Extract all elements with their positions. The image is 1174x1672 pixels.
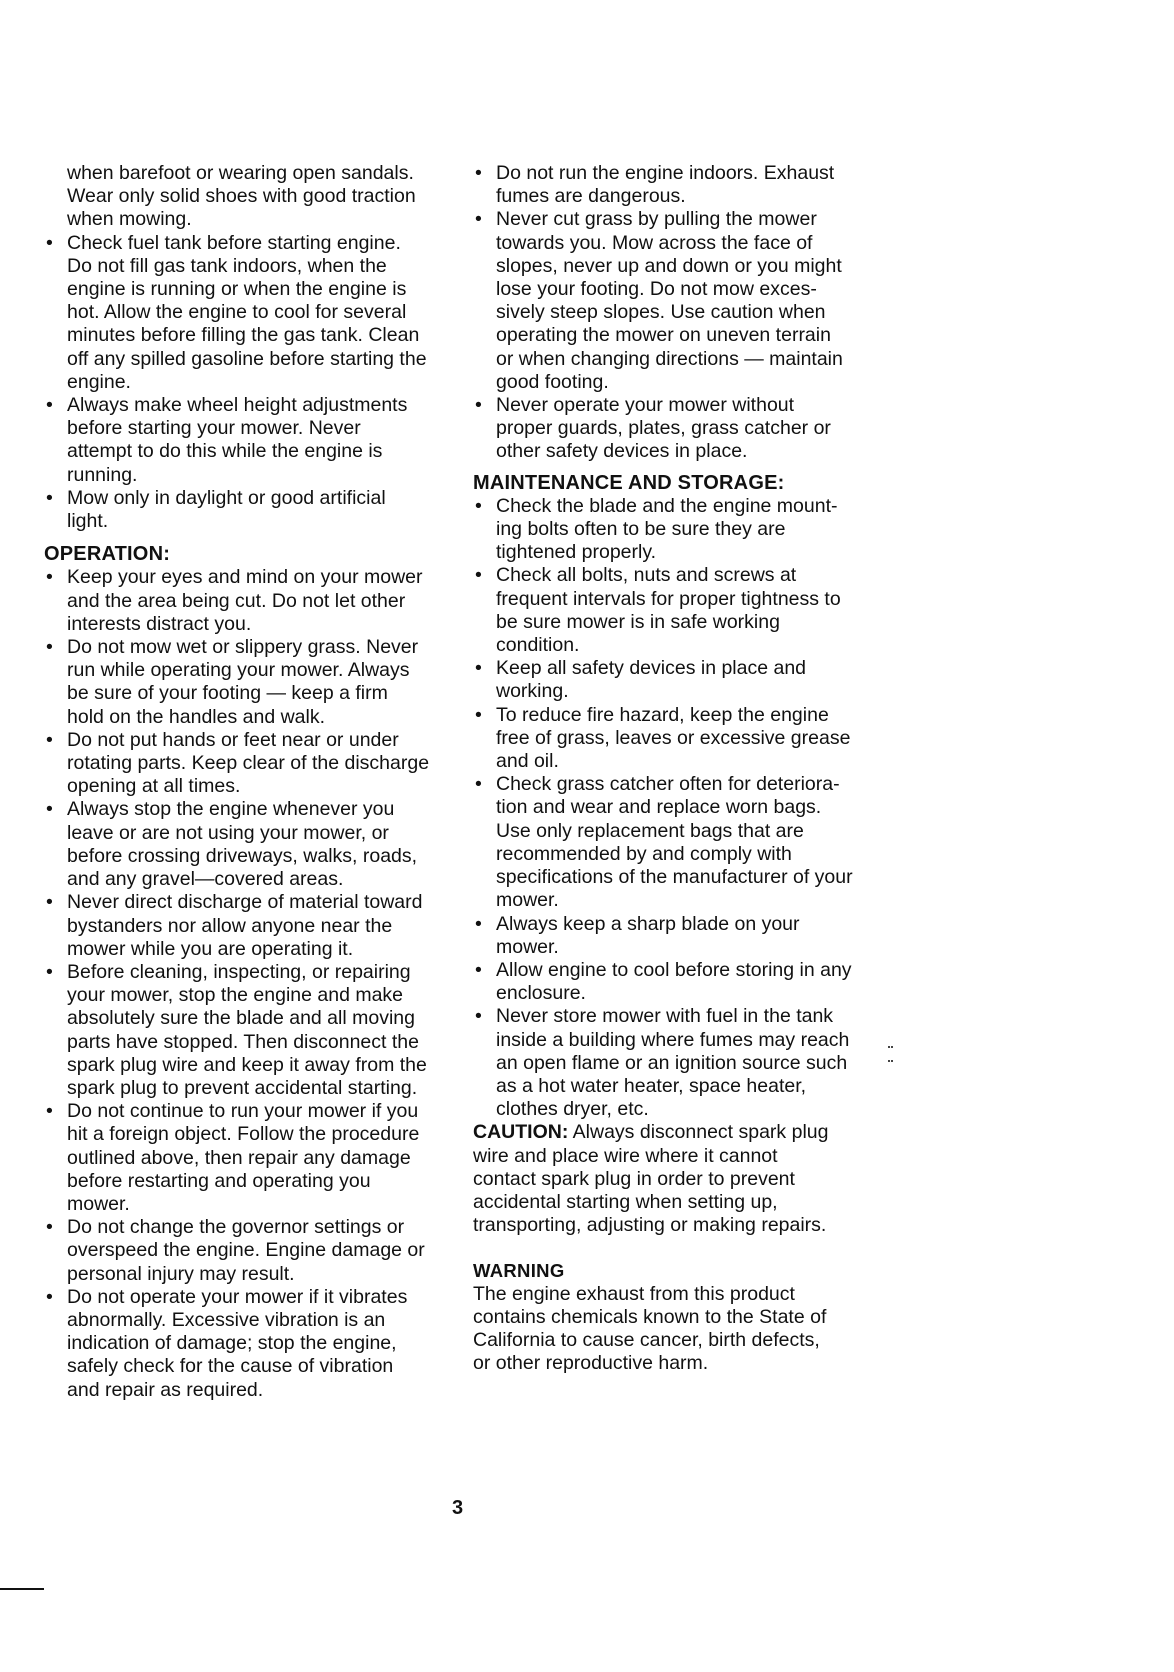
caution-note bbox=[473, 1121, 893, 1237]
list-item-text: Never store mower with fuel in the tank inside a building where fumes may reach an open flame or an ignition source such as a hot water heater, space heater, clothes dryer, etc. bbox=[496, 1005, 850, 1121]
bullet-icon: • bbox=[475, 958, 482, 981]
list-item-text: Do not run the engine indoors. Exhaust fumes are dangerous. bbox=[496, 162, 835, 208]
intro-continuation: when barefoot or wearing open sandals. Wear only solid shoes with good traction when mowing. bbox=[67, 162, 416, 231]
list-item-text: Never direct discharge of material toward bystanders nor allow anyone near the mower while you are operating it. bbox=[67, 891, 423, 960]
bullet-icon: • bbox=[475, 208, 482, 231]
left-column bbox=[44, 162, 454, 1402]
list-item bbox=[473, 162, 893, 208]
list-item-text: Do not mow wet or slippery grass. Never run while operating your mower. Always be sure of your footing — keep a firm hold on the handles and walk. bbox=[67, 636, 419, 728]
bullet-icon: • bbox=[475, 564, 482, 587]
bullet-icon: • bbox=[475, 703, 482, 726]
bullet-icon: • bbox=[46, 394, 53, 417]
list-item bbox=[44, 636, 454, 729]
warning-heading: WARNING bbox=[473, 1260, 565, 1282]
bullet-icon: • bbox=[475, 1005, 482, 1028]
bullet-icon: • bbox=[46, 566, 53, 589]
bullet-icon: • bbox=[475, 394, 482, 417]
margin-mark bbox=[888, 1046, 891, 1062]
bullet-icon: • bbox=[46, 486, 53, 509]
page-number: 3 bbox=[452, 1497, 464, 1519]
maintenance-heading: MAINTENANCE AND STORAGE: bbox=[473, 471, 785, 494]
bullet-icon: • bbox=[475, 494, 482, 517]
bullet-icon: • bbox=[475, 162, 482, 184]
warning-text: The engine exhaust from this product contains chemicals known to the State of California to cause cancer, birth defects, or other reproductive harm. bbox=[473, 1282, 827, 1375]
list-item bbox=[473, 564, 893, 657]
operation-list-continued bbox=[473, 162, 893, 464]
list-item-text: Always make wheel height adjustments before starting your mower. Never attempt to do this while the engine is running. bbox=[67, 394, 408, 486]
caution-label: CAUTION: bbox=[473, 1121, 569, 1144]
list-item bbox=[473, 208, 893, 394]
list-item bbox=[44, 1286, 454, 1402]
bullet-icon: • bbox=[46, 231, 53, 254]
bullet-icon: • bbox=[475, 912, 482, 935]
bullet-icon: • bbox=[475, 773, 482, 796]
bullet-icon: • bbox=[475, 657, 482, 680]
list-item bbox=[44, 566, 454, 636]
general-safety-list bbox=[44, 232, 454, 534]
list-item-text: Check the blade and the engine mount- ing bolts often to be sure they are tightened properly. bbox=[496, 494, 838, 564]
bottom-rule bbox=[0, 1588, 44, 1590]
list-item-text: Check all bolts, nuts and screws at frequent intervals for proper tightness to be sure mower is in safe working condition. bbox=[496, 564, 841, 657]
list-item-text: Do not change the governor settings or overspeed the engine. Engine damage or personal injury may result. bbox=[67, 1216, 425, 1285]
list-item-text: Do not put hands or feet near or under rotating parts. Keep clear of the discharge opening at all times. bbox=[67, 728, 430, 798]
list-item bbox=[44, 891, 454, 961]
list-item-text: Do not operate your mower if it vibrates abnormally. Excessive vibration is an indication of damage; stop the engine, safely check for the cause of vibration and repair as required. bbox=[67, 1285, 408, 1401]
bullet-icon: • bbox=[46, 960, 53, 983]
list-item-text: Never operate your mower without proper guards, plates, grass catcher or other safety devices in place. bbox=[496, 394, 831, 463]
list-item-text: Check fuel tank before starting engine. Do not fill gas tank indoors, when the engine is running or when the engine is hot. Allow the engine to cool for several minutes before filling the gas tank. Clean off any spilled gasoline before starting the engine. bbox=[67, 231, 427, 393]
list-item bbox=[44, 487, 454, 533]
list-item-text: Mow only in daylight or good artificial light. bbox=[67, 486, 386, 533]
bullet-icon: • bbox=[46, 728, 53, 751]
bullet-icon: • bbox=[46, 798, 53, 821]
bullet-icon: • bbox=[46, 636, 53, 659]
caution-text: Always disconnect spark plug wire and place wire where it cannot contact spark plug in order to prevent accidental starting when setting up, transporting, adjusting or making repairs. bbox=[473, 1121, 829, 1237]
list-item bbox=[44, 394, 454, 487]
bullet-icon: • bbox=[46, 1285, 53, 1308]
list-item bbox=[473, 704, 893, 774]
list-item bbox=[44, 798, 454, 891]
list-item-text: Keep all safety devices in place and working. bbox=[496, 657, 807, 703]
operation-heading: OPERATION: bbox=[44, 543, 171, 566]
list-item bbox=[44, 729, 454, 799]
list-item bbox=[473, 913, 893, 959]
list-item bbox=[44, 961, 454, 1100]
list-item bbox=[473, 959, 893, 1005]
list-item bbox=[44, 232, 454, 394]
list-item bbox=[44, 1100, 454, 1216]
list-item-text: To reduce fire hazard, keep the engine free of grass, leaves or excessive grease and oil. bbox=[496, 703, 851, 773]
list-item bbox=[473, 657, 893, 703]
list-item bbox=[473, 773, 893, 912]
list-item bbox=[44, 1216, 454, 1286]
list-item-text: Do not continue to run your mower if you hit a foreign object. Follow the procedure outlined above, then repair any damage before restarting and operating you mower. bbox=[67, 1100, 420, 1215]
list-item-text: Always stop the engine whenever you leave or are not using your mower, or before crossing driveways, walks, roads, and any gravel—covered areas. bbox=[67, 798, 418, 891]
list-item bbox=[473, 1005, 893, 1121]
bullet-icon: • bbox=[46, 1216, 53, 1239]
list-item-text: Check grass catcher often for deteriora- tion and wear and replace worn bags. Use only replacement bags that are recommended by and comply with specifications of the manufacturer of your mower. bbox=[496, 773, 853, 912]
maintenance-list bbox=[473, 495, 893, 1121]
list-item-text: Before cleaning, inspecting, or repairing your mower, stop the engine and make absolutely sure the blade and all moving parts have stopped. Then disconnect the spark plug wire and keep it away from the spark plug to prevent accidental starting. bbox=[67, 960, 427, 1099]
operation-list bbox=[44, 566, 454, 1401]
list-item-text: Never cut grass by pulling the mower towards you. Mow across the face of slopes, never up and down or you might lose your footing. Do not mow exces- sively steep slopes. Use caution when operating the mower on uneven terrain or when changing directions — maintain good footing. bbox=[496, 208, 843, 393]
list-item bbox=[473, 394, 893, 464]
list-item-text: Allow engine to cool before storing in any enclosure. bbox=[496, 958, 852, 1005]
list-item bbox=[473, 495, 893, 565]
bullet-icon: • bbox=[46, 891, 53, 914]
list-item-text: Keep your eyes and mind on your mower and the area being cut. Do not let other interests distract you. bbox=[67, 566, 423, 635]
list-item-text: Always keep a sharp blade on your mower. bbox=[496, 912, 800, 958]
right-column bbox=[473, 162, 893, 1375]
bullet-icon: • bbox=[46, 1100, 53, 1123]
